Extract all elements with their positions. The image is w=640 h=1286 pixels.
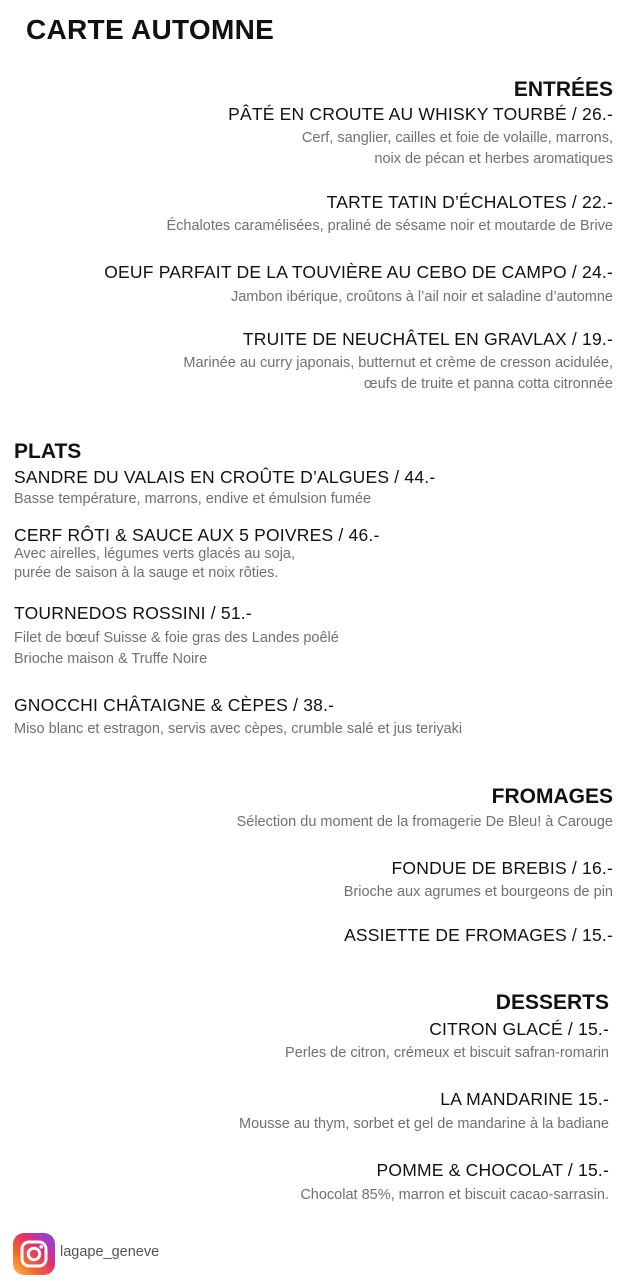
dish-name: FONDUE DE BREBIS / 16.- xyxy=(391,858,613,878)
page-title: CARTE AUTOMNE xyxy=(26,14,275,45)
dish-description: œufs de truite et panna cotta citronnée xyxy=(363,376,613,392)
dish-name: OEUF PARFAIT DE LA TOUVIÈRE AU CEBO DE CAMPO / 24.- xyxy=(104,262,613,282)
dish-description: Filet de bœuf Suisse & foie gras des Landes poêlé xyxy=(14,630,339,646)
dish-name: POMME & CHOCOLAT / 15.- xyxy=(376,1160,609,1180)
dish-name: GNOCCHI CHÂTAIGNE & CÈPES / 38.- xyxy=(14,695,335,715)
dish-description: Jambon ibérique, croûtons à l’ail noir et saladine d’automne xyxy=(230,289,613,305)
dish-name: ASSIETTE DE FROMAGES / 15.- xyxy=(344,925,613,945)
section-heading-desserts: DESSERTS xyxy=(495,991,609,1014)
dish-name: CERF RÔTI & SAUCE AUX 5 POIVRES / 46.- xyxy=(14,525,380,545)
section-heading-fromages: FROMAGES xyxy=(491,785,613,808)
dish-description: Brioche aux agrumes et bourgeons de pin xyxy=(343,884,613,900)
section-heading-plats: PLATS xyxy=(14,440,82,463)
instagram-icon[interactable] xyxy=(13,1233,55,1275)
dish-description: purée de saison à la sauge et noix rôties. xyxy=(14,565,279,581)
dish-name: TARTE TATIN D’ÉCHALOTES / 22.- xyxy=(326,192,613,212)
instagram-handle[interactable]: lagape_geneve xyxy=(60,1244,160,1260)
section-heading-entrees: ENTRÉES xyxy=(513,78,613,101)
dish-description: Cerf, sanglier, cailles et foie de volaille, marrons, xyxy=(301,130,613,146)
dish-name: LA MANDARINE 15.- xyxy=(440,1089,609,1109)
dish-name: PÂTÉ EN CROUTE AU WHISKY TOURBÉ / 26.- xyxy=(228,104,613,124)
dish-description: Perles de citron, crémeux et biscuit safran-romarin xyxy=(285,1045,609,1061)
dish-description: noix de pécan et herbes aromatiques xyxy=(374,151,613,167)
dish-description: Chocolat 85%, marron et biscuit cacao-sarrasin. xyxy=(300,1187,609,1203)
dish-name: TOURNEDOS ROSSINI / 51.- xyxy=(14,603,252,623)
section-intro: Sélection du moment de la fromagerie De Bleu! à Carouge xyxy=(236,814,613,830)
dish-name: CITRON GLACÉ / 15.- xyxy=(429,1019,609,1039)
dish-description: Basse température, marrons, endive et émulsion fumée xyxy=(14,491,372,507)
dish-description: Échalotes caramélisées, praliné de sésame noir et moutarde de Brive xyxy=(166,218,613,234)
dish-description: Marinée au curry japonais, butternut et crème de cresson acidulée, xyxy=(183,355,613,371)
dish-name: TRUITE DE NEUCHÂTEL EN GRAVLAX / 19.- xyxy=(242,329,613,349)
dish-description: Brioche maison & Truffe Noire xyxy=(14,651,208,667)
dish-description: Mousse au thym, sorbet et gel de mandarine à la badiane xyxy=(239,1116,609,1132)
dish-description: Miso blanc et estragon, servis avec cèpes, crumble salé et jus teriyaki xyxy=(14,721,463,737)
dish-description: Avec airelles, légumes verts glacés au soja, xyxy=(14,546,296,562)
dish-name: SANDRE DU VALAIS EN CROÛTE D’ALGUES / 44.- xyxy=(14,467,436,487)
